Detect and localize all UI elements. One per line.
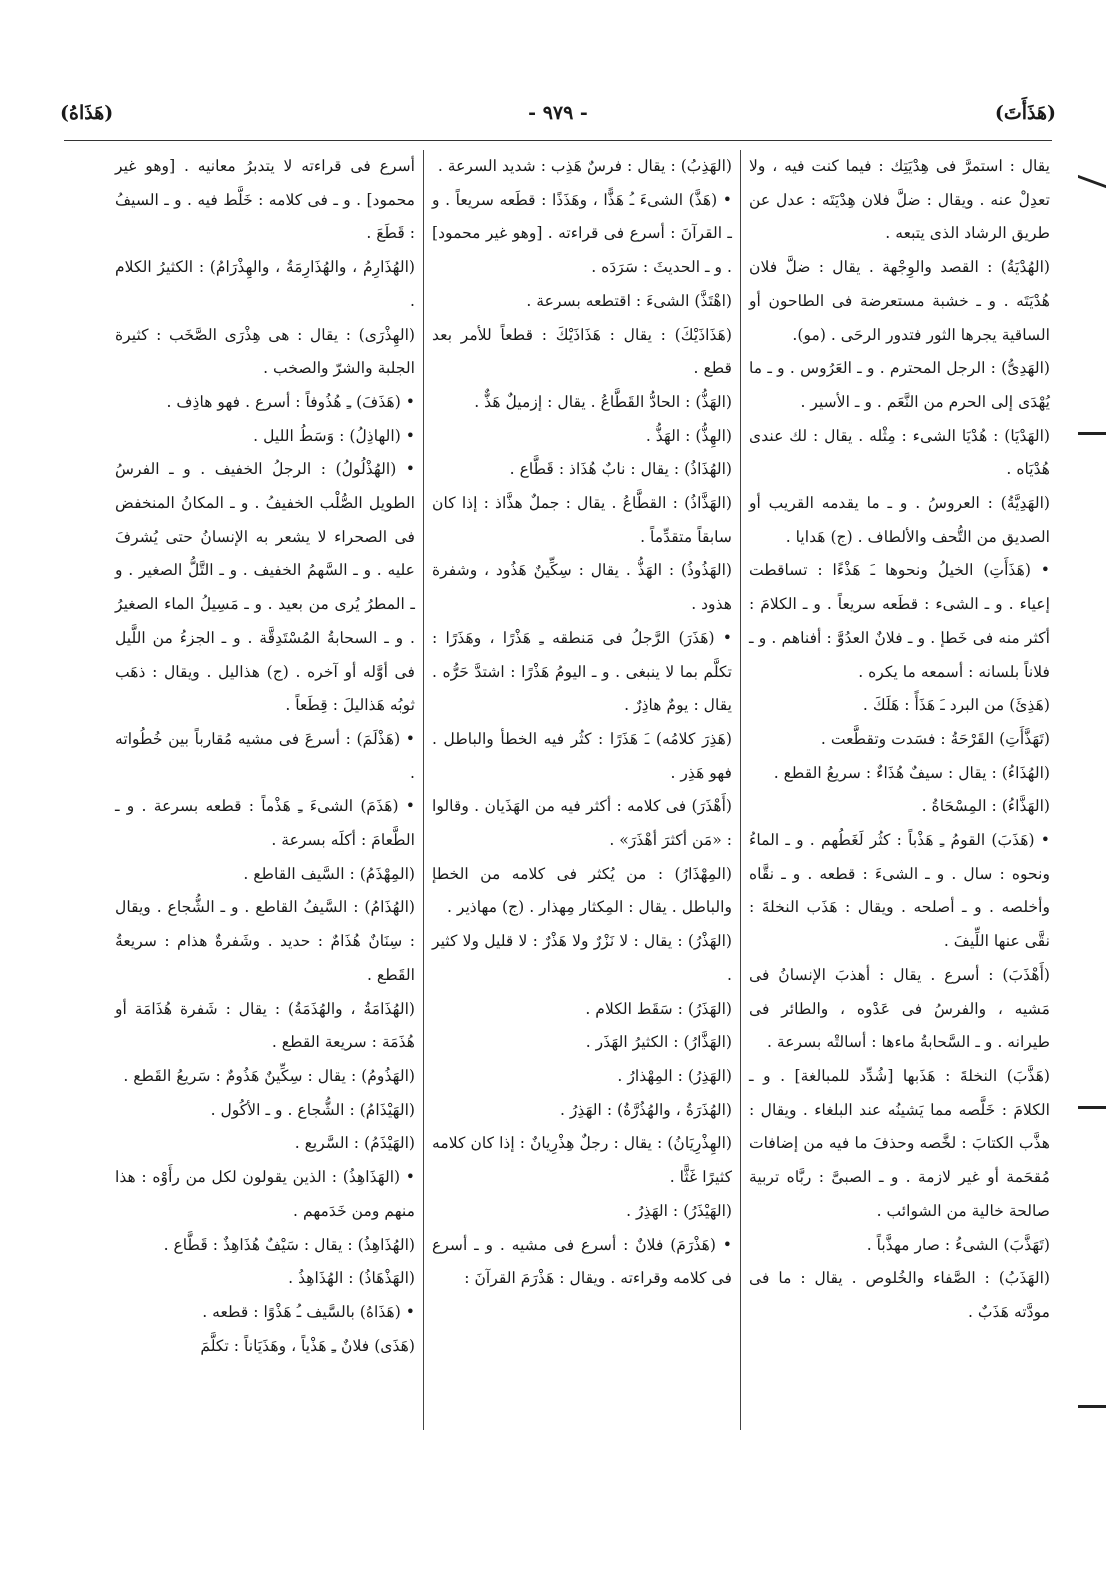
entry: • (هَذْرَمَ) فلانٌ : أسرع فى مشيه . و ـ أسرع فى كلامه وقراءته . ويقال : هَذْرَمَ القرآنَ : — [432, 1235, 732, 1288]
text-columns — [78, 150, 1058, 1430]
entry: (الهَذَّاذُ) : القطَّاعُ . يقال : جملٌ هذَّاذ : إذا كان سابقاً متقدِّماً . — [432, 494, 732, 546]
entry: (تَهَذَّبَ) الشىءُ : صار مهذَّباً . — [866, 1235, 1050, 1254]
entry: • (هَذَاهُ) بالسَّيف ـُ هَذْوًا : قطعه . — [202, 1302, 415, 1321]
entry: • (الهاذِلُ) : وَسَطُ الليل . — [253, 426, 415, 445]
entry: (هَذَّبَ) النخلةَ : هَذَبها [شُدِّد للمبالغة] . و ـ الكلامَ : خَلَّصه مما يَشينُه عند البلغاء . ويقال : هذَّب الكتابَ : لخَّصه وحذفَ ما فيه من إضافات مُقحَمة أو غير لازمة . و ـ الصبىَّ : ربَّاه تربية صالحة خالية من الشوائب . — [749, 1066, 1050, 1220]
entry: • (هَذَرَ) الرَّجلُ فى مَنطقه ـِ هَذْرًا ، وهَذَرًا : تكلَّم بما لا ينبغى . و ـ اليومُ هَذْرًا : اشتدَّ حَرُّه . يقال : يومٌ هاذِرٌ . — [432, 628, 732, 715]
entry: (الهَذْرُ) : يقال : لا نَزْرٌ ولا هَذْرٌ : لا قليل ولا كثير . — [432, 932, 732, 984]
entry: (الهُذَارِمُ ، والهُذَارِمَةُ ، والهِذْرَامُ) : الكثيرُ الكلام . — [115, 258, 415, 310]
entry: • (هَذَمَ) الشىءَ ـِ هَذْماً : قطعه بسرعة . و ـ الطَّعامَ : أكلَه بسرعة . — [115, 797, 415, 850]
entry: • (الهُذْلُولُ) : الرجلُ الخفيف . و ـ الفرسُ الطويل الصُّلْب الخفيفُ . و ـ المكانُ المنخفض فى الصحراء لا يشعر به الإنسانُ حتى يُشرفَ عليه . و ـ السَّهمُ الخفيف . و ـ التَّلُّ الصغير . و ـ المطرُ يُرى من بعيد . و ـ مَسِيلُ الماء الصغيرُ . و ـ السحابةُ المُسْتَدِقَّة . و ـ الجزءُ من اللَّيل فى أوَّله أو آخره . (ج) هذاليل . ويقال : ذهَب ثوبُه هَذاليلَ : قِطَعاً . — [115, 460, 415, 715]
entry: (الهِذْرِيَانُ) : يقال : رجلٌ هِذْرِيانٌ : إذا كان كلامه كثيرًا غَثًّا . — [432, 1134, 732, 1187]
entry: (الهَذِرُ) : المِهْذارُ . — [617, 1066, 732, 1085]
entry: (الهَذَّارُ) : الكثيرُ الهَذَر . — [585, 1033, 732, 1052]
entry: (الهَيْذَامُ) : الشُّجاع . و ـ الأكُول . — [210, 1100, 415, 1119]
entry: (الهَدِيَّةُ) : العروسُ . و ـ ما يقدمه القريب أو الصديق من التُّحف والألطاف . (ج) هَدايا . — [749, 494, 1050, 546]
entry: (الهَذَّاءُ) : المِسْحَاةُ . — [921, 797, 1050, 816]
entry: • (هَذَبَ) القومُ ـِ هَذْباً : كثُر لَغَطُهم . و ـ الماءُ ونحوه : سال . و ـ الشىءَ : قطعه . و ـ نقَّاه وأخلصه . و ـ أصلحه . ويقال : هَذَب النخلةَ : نقَّى عنها اللِّيفَ . — [749, 831, 1050, 951]
entry: (هَذَاذَيْكَ) : يقال : هَذَاذَيْكَ : قطعاً للأمر بعد قطع . — [432, 325, 732, 378]
entry: (الهَذَرُ) : سَقَط الكلام . — [585, 999, 732, 1018]
margin-mark — [1078, 432, 1106, 435]
entry: (أَهْذَرَ) فى كلامه : أكثر فيه من الهَذَيان . وقالوا : «مَن أكثرَ أهْذَرَ» . — [432, 797, 732, 850]
entry: (تَهَذَّأَتِ) القَرْحَةُ : فسَدت وتقطَّعت . — [820, 729, 1050, 748]
entry: (الهَذُّ) : الحادُّ القَطَّاعُ . يقال : إزميلٌ هَذٌّ . — [474, 392, 732, 411]
entry: (هَذِرَ كلامُه) ـَ هَذَرًا : كثُر فيه الخطأ والباطل . فهو هَذِر . — [432, 729, 732, 782]
entry: • (هَذْلَمَ) : أسرعَ فى مشيه مُقارباً بين خُطُواته . — [115, 729, 415, 782]
column-middle — [424, 150, 741, 1430]
entry: (الهَذِبُ) : يقال : فرسٌ هَذِب : شديد السرعة . — [437, 157, 732, 175]
entry: (الهُذَاذُ) : يقال : نابٌ هُذَاذ : قَطَّاع . — [509, 460, 732, 479]
page-header — [60, 92, 1056, 126]
entry: • (هَذَأَتِ) الخيلُ ونحوها ـَ هَذْءًا : تساقطت إعياء . و ـ الشىء : قطَعه سريعاً . و ـ الكلامَ : أكثر منه فى خَطإ . و ـ فلانٌ العدُوَّ : أفناهم . و ـ فلاناً بلسانه : أسمعه ما يكره . — [749, 561, 1050, 681]
header-rule — [64, 140, 1052, 141]
entry: (الهَذُوذُ) : الهَذُّ . يقال : سِكِّينٌ هَذُود ، وشفرة هذود . — [432, 561, 732, 614]
entry: (الهَذَبُ) : الصَّفاء والخُلوص . يقال : ما فى مودَّته هَذَبٌ . — [749, 1269, 1050, 1321]
entry: (الهَيْذَمُ) : السَّريع . — [294, 1134, 415, 1153]
entry: (أَهْذَبَ) : أسرع . يقال : أهذبَ الإنسانُ فى مَشيه ، والفرسُ فى عَدْوه ، والطائر فى طيرانه . و ـ السَّحابةُ ماءها : أسالتْه بسرعة . — [749, 965, 1050, 1052]
margin-mark — [1078, 1405, 1106, 1408]
entry: (اهْتَذَّ) الشىءَ : اقتطعه بسرعة . — [526, 291, 732, 310]
header-last-entry-word: (هَذَاهُ) — [60, 102, 114, 124]
entry: (المِهْذَمُ) : السَّيف القاطع . — [243, 864, 415, 883]
entry: (الهُذَرَةُ ، والهُذُرَّةُ) : الهَذِرُ . — [559, 1100, 732, 1119]
entry: (الهُذَاهِذُ) : يقال : سَيْفٌ هُذَاهِذٌ : قَطَّاع . — [163, 1235, 415, 1254]
entry: (الهُذَامُ) : السَّيفُ القاطع . و ـ الشُّجاع . ويقال : سِنَانٌ هُذَامٌ : حديد . وشَفرةٌ هذام : سريعةُ القَطع . — [115, 898, 415, 984]
entry: (الهُذَاءُ) : يقال : سيفٌ هُذَاءٌ : سريعُ القطع . — [773, 763, 1050, 782]
entry: (الهَيْذَرُ) : الهَذِرُ . — [626, 1201, 732, 1220]
entry: (هَذِئَ) من البرد ـَ هَذَأً : هَلَكَ . — [862, 696, 1050, 715]
entry: (هَذَى) فلانٌ ـِ هَذْياً ، وهَذَيَاناً : تكلَّمَ — [200, 1336, 415, 1355]
entry: (الهَدْيَا) : هُدْيَا الشىء : مِثْله . يقال : لك عندى هُدْيَاه . — [749, 426, 1050, 479]
entry: (الهِذْرَى) : يقال : هى هِذْرَى الصَّخَب : كثيرة الجلبة والشرّ والصخب . — [115, 325, 415, 378]
entry: (الهَدِىُّ) : الرجل المحترم . و ـ العَرُوس . و ـ ما يُهْدَى إلى الحرم من النَّعَم . و ـ الأسير . — [749, 359, 1050, 411]
entry: • (هَذَّ) الشىءَ ـُ هَذًّا ، وهَذَذًا : قطَعه سريعاً . و ـ القرآنَ : أسرع فى قراءته . [وهو غير محمود] . و ـ الحديثَ : سَرَدَه . — [432, 190, 732, 277]
entry: (الهِذُّ) : الهَذُّ . — [645, 426, 732, 445]
column-right — [741, 150, 1058, 1430]
entry: • (الهَذَاهِذُ) : الذين يقولون لكل من رأَوْه : هذا منهم ومن خَدَمهم . — [115, 1168, 415, 1220]
header-first-entry-word: (هَذَأَتَ) — [994, 102, 1056, 124]
entry: يقال : استمرَّ فى هِدْيَتِك : فيما كنت فيه ، ولا تعدِلْ عنه . ويقال : ضلَّ فلان هِدْيَتَه : عدل عن طريق الرشاد الذى يتبعه . — [749, 157, 1050, 243]
entry: (الهَذْهَاذُ) : الهُذَاهِذُ . — [288, 1269, 415, 1288]
margin-mark — [1078, 175, 1106, 188]
entry: (الهَذُومُ) : يقال : سِكِّينٌ هَذُومٌ : سَريعُ القَطع . — [123, 1066, 415, 1085]
entry: (الهُدْيَةُ) : القصد والوِجْهة . يقال : ضلَّ فلان هُدْيَتَه . و ـ خشبة مستعرضة فى الطاحون أو الساقية يجرها الثور فتدور الرحَى . (مو). — [749, 258, 1050, 344]
page-number: - ٩٧٩ - — [528, 102, 588, 124]
margin-mark — [1078, 1106, 1106, 1109]
entry: • (هَذَفَ) ـِ هُذُوفاً : أسرع . فهو هاذِف . — [166, 392, 415, 411]
entry: (الهُذَامَةُ ، والهُذَمَةُ) : يقال : شَفرة هُذَامَة أو هُذَمَة : سريعة القطع . — [115, 999, 415, 1052]
entry: أسرع فى قراءته لا يتدبرُ معانيه . [وهو غير محمود] . و ـ فى كلامه : خَلَّط فيه . و ـ السيفُ : قَطَعَ . — [115, 157, 415, 243]
entry: (المِهْذَارُ) : من يُكثر فى كلامه من الخطإ والباطل . يقال : المِكثار مِهذار . (ج) مهاذير . — [432, 864, 732, 917]
column-left — [107, 150, 424, 1430]
